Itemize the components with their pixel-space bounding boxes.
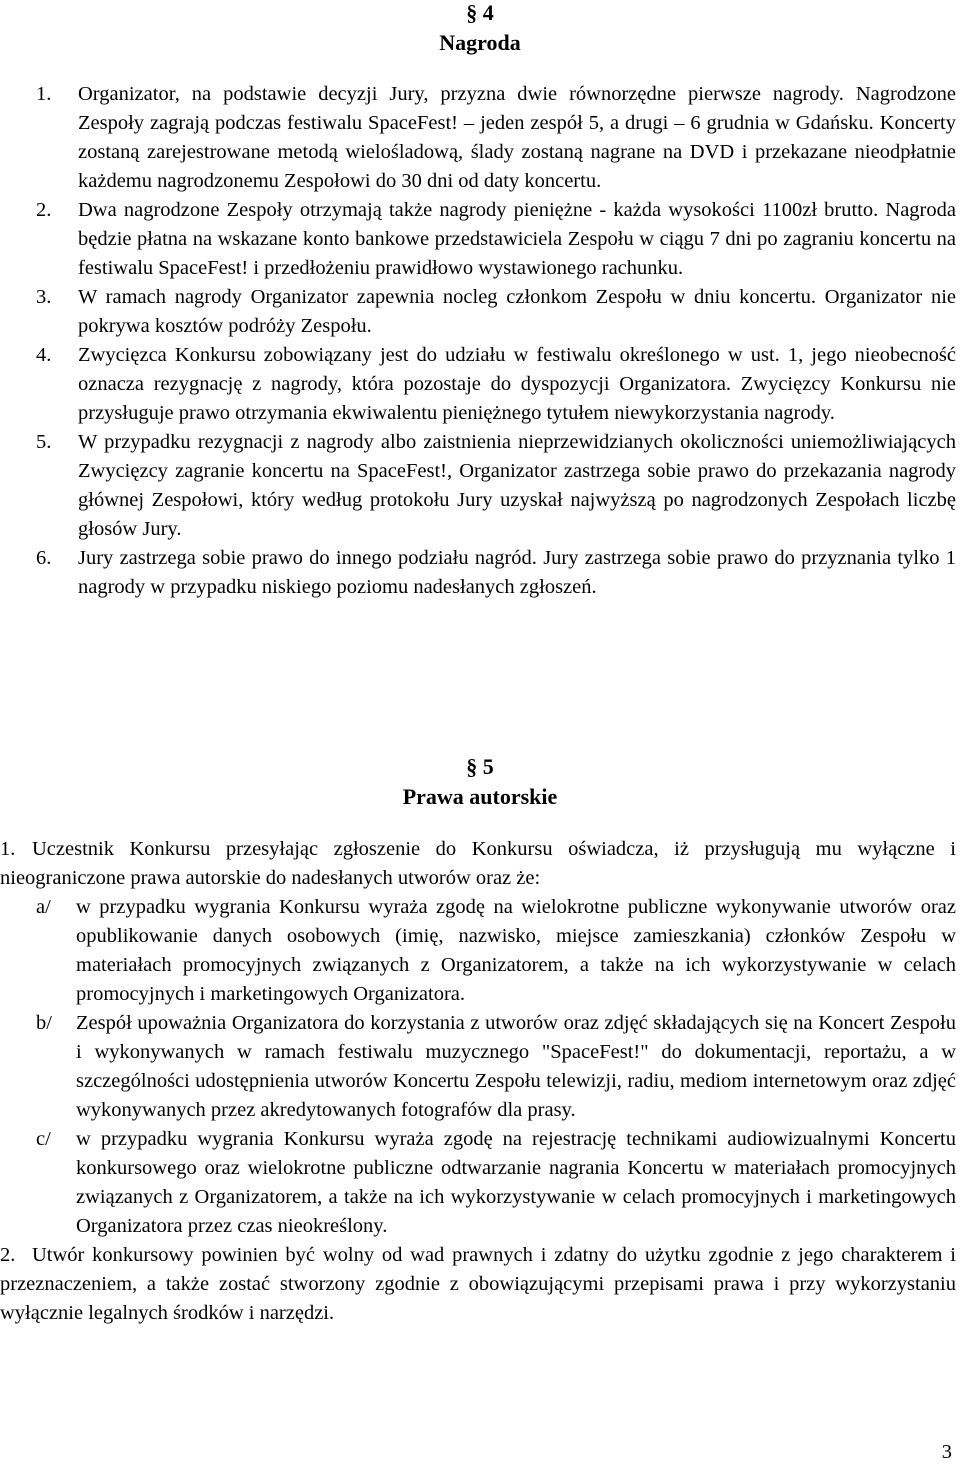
item-number: 6.	[36, 547, 52, 569]
item-number: 2.	[0, 1244, 16, 1266]
list-item	[0, 835, 960, 893]
sub-item-text: w przypadku wygrania Konkursu wyraża zgodę na rejestrację technikami audiowizualnymi Koncertu konkursowego oraz wielokrotne publiczne odtwarzanie nagrania Koncertu w materiałach promocyjnych związanych z Organizatorem, a także na ich wykorzystywanie w celach promocyjnych i marketingowych Organizatora przez czas nieokreślony.	[76, 1128, 956, 1237]
section-title: Prawa autorskie	[402, 784, 558, 809]
list-item	[0, 196, 960, 283]
sub-item	[0, 1009, 960, 1125]
list-item	[0, 544, 960, 602]
list-item	[0, 341, 960, 428]
item-number: 5.	[36, 431, 52, 453]
page-number: 3	[941, 1441, 952, 1463]
item-text: Organizator, na podstawie decyzji Jury, przyzna dwie równorzędne pierwsze nagrody. Nagrodzone Zespoły zagrają podczas festiwalu SpaceFest! – jeden zespół 5, a drugi – 6 grudnia w Gdańsku. Koncerty zostaną zarejestrowane metodą wielośladową, ślady zostaną nagrane na DVD i przekazane nieodpłatnie każdemu nagrodzonemu Zespołowi do 30 dni od daty koncertu.	[78, 83, 956, 192]
sub-item-label: c/	[36, 1128, 51, 1150]
sub-item-text: Zespół upoważnia Organizatora do korzystania z utworów oraz zdjęć składających się na Koncert Zespołu i wykonywanych w ramach festiwalu muzycznego "SpaceFest!" do dokumentacji, reportażu, a w szczególności udostępnienia utworów Koncertu Zespołu telewizji, radiu, mediom internetowym oraz zdjęć wykonywanych przez akredytowanych fotografów dla prasy.	[76, 1012, 956, 1121]
item-number: 1.	[36, 83, 52, 105]
item-text: W przypadku rezygnacji z nagrody albo zaistnienia nieprzewidzianych okoliczności uniemożliwiających Zwycięzcy zagranie koncertu na SpaceFest!, Organizator zastrzega sobie prawo do przekazania nagrody głównej Zespołowi, który według protokołu Jury uzyskał najwyższą po nagrodzonych Zespołach liczbę głosów Jury.	[78, 431, 956, 540]
list-item	[0, 283, 960, 341]
section-number: § 4	[466, 0, 494, 25]
item-text: Utwór konkursowy powinien być wolny od wad prawnych i zdatny do użytku zgodnie z jego charakterem i przeznaczeniem, a także zostać stworzony zgodnie z obowiązującymi przepisami prawa i przy wykorzystaniu wyłącznie legalnych środków i narzędzi.	[0, 1244, 956, 1324]
section-number: § 5	[466, 754, 494, 779]
item-text: Uczestnik Konkursu przesyłając zgłoszenie do Konkursu oświadcza, iż przysługują mu wyłączne i nieograniczone prawa autorskie do nadesłanych utworów oraz że:	[0, 838, 956, 889]
item-text: Zwycięzca Konkursu zobowiązany jest do udziału w festiwalu określonego w ust. 1, jego nieobecność oznacza rezygnację z nagrody, która pozostaje do dyspozycji Organizatora. Zwycięzcy Konkursu nie przysługuje prawo otrzymania ekwiwalentu pieniężnego tytułem niewykorzystania nagrody.	[78, 344, 956, 424]
section-5-heading	[0, 752, 960, 812]
item-number: 3.	[36, 286, 52, 308]
sub-item-text: w przypadku wygrania Konkursu wyraża zgodę na wielokrotne publiczne wykonywanie utworów oraz opublikowanie danych osobowych (imię, nazwisko, miejsce zamieszkania) członków Zespołu w materiałach promocyjnych związanych z Organizatorem, a także na ich wykorzystywanie w celach promocyjnych i marketingowych Organizatora.	[76, 896, 956, 1005]
item-number: 4.	[36, 344, 52, 366]
sub-item-label: a/	[36, 896, 51, 918]
item-text: Jury zastrzega sobie prawo do innego podziału nagród. Jury zastrzega sobie prawo do przyznania tylko 1 nagrody w przypadku niskiego poziomu nadesłanych zgłoszeń.	[78, 547, 956, 598]
sub-item	[0, 893, 960, 1009]
list-item	[0, 428, 960, 544]
section-4-heading	[0, 0, 960, 58]
section-title: Nagroda	[439, 30, 521, 55]
sub-item	[0, 1125, 960, 1241]
list-item	[0, 80, 960, 196]
item-text: W ramach nagrody Organizator zapewnia nocleg członkom Zespołu w dniu koncertu. Organizator nie pokrywa kosztów podróży Zespołu.	[78, 286, 956, 337]
section-5-list	[0, 835, 960, 1328]
item-number: 1.	[0, 838, 16, 860]
section-4-list	[0, 80, 960, 602]
item-number: 2.	[36, 199, 52, 221]
item-text: Dwa nagrodzone Zespoły otrzymają także nagrody pieniężne - każda wysokości 1100zł brutto. Nagroda będzie płatna na wskazane konto bankowe przedstawiciela Zespołu w ciągu 7 dni po zagraniu koncertu na festiwalu SpaceFest! i przedłożeniu prawidłowo wystawionego rachunku.	[78, 199, 956, 279]
sub-item-label: b/	[36, 1012, 52, 1034]
list-item	[0, 1241, 960, 1328]
